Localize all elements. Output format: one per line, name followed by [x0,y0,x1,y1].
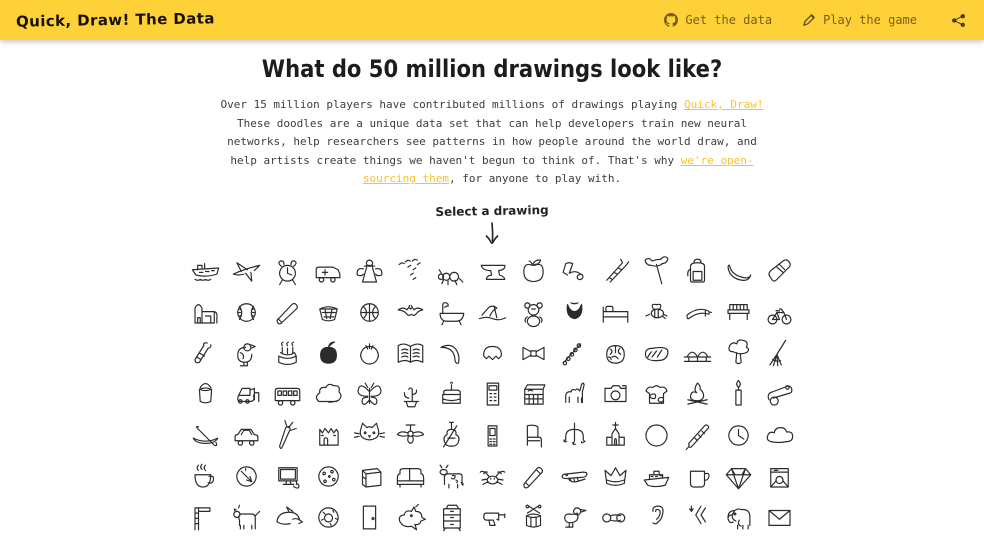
drawing-alarm-clock[interactable] [267,251,308,292]
drawing-bottlecap[interactable] [472,333,513,374]
intro-text-2: These doodles are a unique data set that can help developers train new neural networks, help researchers see patterns in how people around the world draw, and help artists create things we haven't begun to think of. That's why [227,116,757,167]
drawing-dog[interactable] [226,497,267,538]
drawing-beard[interactable] [554,292,595,333]
drawing-backpack[interactable] [677,251,718,292]
intro-text-3: , for anyone to play with. [448,172,622,186]
intro-paragraph [211,96,773,189]
drawing-car[interactable] [226,415,267,456]
drawing-camouflage[interactable] [636,374,677,415]
drawing-bridge[interactable] [677,333,718,374]
main-content [0,55,984,538]
drawing-aircraft-carrier[interactable] [185,251,226,292]
drawing-book[interactable] [390,333,431,374]
drawing-castle[interactable] [308,415,349,456]
drawing-campfire[interactable] [677,374,718,415]
drawing-diving-board[interactable] [185,497,226,538]
drawing-church[interactable] [595,415,636,456]
drawing-barn[interactable] [185,292,226,333]
drawing-door[interactable] [349,497,390,538]
drawing-dragon[interactable] [390,497,431,538]
play-the-game-link[interactable] [802,13,917,27]
drawing-clock[interactable] [718,415,759,456]
drawing-butterfly[interactable] [349,374,390,415]
drawing-couch[interactable] [390,456,431,497]
drawing-compass[interactable] [226,456,267,497]
drawing-dresser[interactable] [431,497,472,538]
drawing-dishwasher[interactable] [759,456,800,497]
drawing-coffee-cup[interactable] [185,456,226,497]
drawing-cup[interactable] [677,456,718,497]
drawing-elephant[interactable] [718,497,759,538]
drawing-canoe[interactable] [185,415,226,456]
drawing-camel[interactable] [554,374,595,415]
drawing-bread[interactable] [636,333,677,374]
drawing-chandelier[interactable] [554,415,595,456]
drawing-computer[interactable] [267,456,308,497]
drawing-animal-migration[interactable] [390,251,431,292]
drawing-ant[interactable] [431,251,472,292]
drawing-angel[interactable] [349,251,390,292]
app-header [0,0,984,40]
drawing-dolphin[interactable] [267,497,308,538]
drawing-clarinet[interactable] [677,415,718,456]
drawing-cooler[interactable] [349,456,390,497]
drawing-elbow[interactable] [677,497,718,538]
drawing-cactus[interactable] [390,374,431,415]
drawing-cookie[interactable] [308,456,349,497]
drawing-bear[interactable] [513,292,554,333]
get-the-data-label: Get the data [685,13,773,27]
drawing-axe[interactable] [636,251,677,292]
intro-text-1: Over 15 million players have contributed millions of drawings playing [220,98,685,111]
drawing-bat[interactable] [390,292,431,333]
get-the-data-link[interactable] [664,13,772,27]
drawing-airplane[interactable] [226,251,267,292]
app-logo[interactable]: Quick, Draw! The Data [15,9,215,31]
drawing-bandage[interactable] [759,251,800,292]
drawing-blackberry[interactable] [308,333,349,374]
drawing-calculator[interactable] [472,374,513,415]
drawing-ambulance[interactable] [308,251,349,292]
github-icon [664,13,678,27]
drawing-circle[interactable] [636,415,677,456]
drawing-bathtub[interactable] [431,292,472,333]
header-nav [664,13,966,28]
share-icon[interactable] [951,13,966,28]
drawing-crown[interactable] [595,456,636,497]
drawing-banana[interactable] [718,251,759,292]
drawing-drill[interactable] [472,497,513,538]
drawing-anvil[interactable] [472,251,513,292]
page-title: What do 50 million drawings look like? [261,55,723,83]
drawing-duck[interactable] [554,497,595,538]
drawing-apple[interactable] [513,251,554,292]
drawing-drums[interactable] [513,497,554,538]
drawing-donut[interactable] [308,497,349,538]
drawing-bed[interactable] [595,292,636,333]
drawing-belt[interactable] [677,292,718,333]
drawing-bowtie[interactable] [513,333,554,374]
drawing-cat[interactable] [349,415,390,456]
drawing-camera[interactable] [595,374,636,415]
drawing-baseball[interactable] [226,292,267,333]
drawing-crocodile[interactable] [554,456,595,497]
drawing-arm[interactable] [554,251,595,292]
drawing-asparagus[interactable] [595,251,636,292]
drawing-bus[interactable] [267,374,308,415]
drawing-cow[interactable] [431,456,472,497]
drawing-cloud[interactable] [759,415,800,456]
drawing-cake[interactable] [431,374,472,415]
drawing-cell-phone[interactable] [472,415,513,456]
quick-draw-link[interactable]: Quick, Draw! [684,98,764,111]
drawing-brain[interactable] [595,333,636,374]
drawing-basket[interactable] [308,292,349,333]
drawing-blueberry[interactable] [349,333,390,374]
drawing-carrot[interactable] [267,415,308,456]
drawing-ceiling-fan[interactable] [390,415,431,456]
drawing-bulldozer[interactable] [226,374,267,415]
drawing-diamond[interactable] [718,456,759,497]
drawing-chair[interactable] [513,415,554,456]
open-sourcing-link[interactable]: we're open-sourcing them [362,153,754,186]
drawing-crab[interactable] [472,456,513,497]
drawing-boomerang[interactable] [431,333,472,374]
drawing-bench[interactable] [718,292,759,333]
drawing-birthday-cake[interactable] [267,333,308,374]
drawing-beach[interactable] [472,292,513,333]
drawing-dumbbell[interactable] [595,497,636,538]
pencil-icon [802,13,816,27]
drawing-bird[interactable] [226,333,267,374]
drawing-envelope[interactable] [759,497,800,538]
drawing-bicycle[interactable] [759,292,800,333]
drawing-baseball-bat[interactable] [267,292,308,333]
drawing-cannon[interactable] [759,374,800,415]
drawing-broccoli[interactable] [718,333,759,374]
drawing-bracelet[interactable] [554,333,595,374]
select-a-drawing-label: Select a drawing [435,202,549,219]
drawing-crayon[interactable] [513,456,554,497]
drawing-cello[interactable] [431,415,472,456]
drawing-calendar[interactable] [513,374,554,415]
drawing-basketball[interactable] [349,292,390,333]
drawing-broom[interactable] [759,333,800,374]
down-arrow-icon [481,221,503,245]
drawing-grid [185,251,800,538]
drawing-bush[interactable] [308,374,349,415]
drawing-ear[interactable] [636,497,677,538]
drawing-candle[interactable] [718,374,759,415]
play-the-game-label: Play the game [823,13,917,27]
drawing-binoculars[interactable] [185,333,226,374]
drawing-bucket[interactable] [185,374,226,415]
drawing-cruise-ship[interactable] [636,456,677,497]
drawing-bee[interactable] [636,292,677,333]
